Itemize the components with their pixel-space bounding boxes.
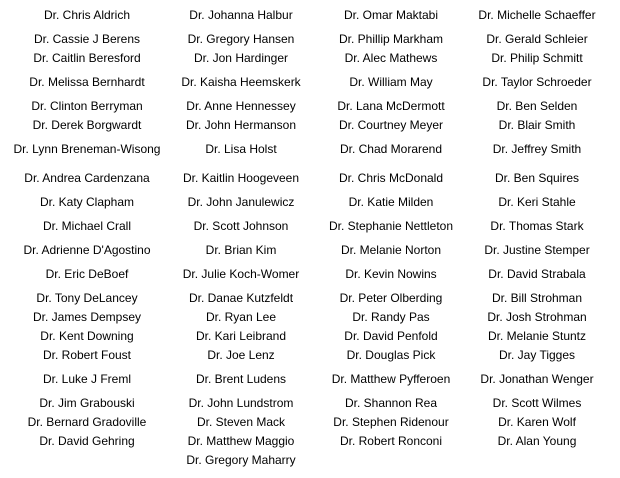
- doctor-name-cell: Dr. Robert Foust: [42, 347, 132, 362]
- doctor-name-cell: Dr. Ryan Lee: [205, 309, 277, 324]
- doctor-name-cell: Dr. Chris Aldrich: [43, 7, 131, 22]
- doctor-name-cell: Dr. Anne Hennessey: [186, 98, 296, 113]
- name-row: [10, 96, 610, 115]
- name-row: [10, 412, 610, 431]
- doctor-name-cell: Dr. Keri Stahle: [498, 194, 576, 209]
- doctor-name-cell: Dr. Jeffrey Smith: [492, 141, 582, 156]
- doctor-name-cell: Dr. Ben Selden: [496, 98, 578, 113]
- doctor-name-cell: Dr. Alec Mathews: [344, 50, 438, 65]
- doctor-name-cell: Dr. Clinton Berryman: [31, 98, 143, 113]
- doctor-name-cell: Dr. Brian Kim: [205, 242, 277, 257]
- doctor-name-cell: Dr. Stephanie Nettleton: [328, 218, 454, 233]
- doctor-name-cell: [464, 450, 610, 469]
- doctor-name-cell: Dr. Chris McDonald: [338, 170, 444, 185]
- doctor-name-cell: Dr. Karen Wolf: [498, 414, 576, 429]
- name-row: [10, 431, 610, 450]
- doctor-name-cell: Dr. John Janulewicz: [187, 194, 295, 209]
- doctor-name-cell: Dr. Eric DeBoef: [45, 266, 129, 281]
- doctor-name-cell: Dr. Gregory Maharry: [186, 452, 296, 467]
- doctor-name-cell: Dr. Matthew Pyfferoen: [331, 371, 451, 386]
- name-row: [10, 364, 610, 393]
- name-row: [10, 211, 610, 240]
- doctor-name-cell: Dr. Jim Grabouski: [39, 395, 135, 410]
- doctor-name-cell: Dr. Phillip Markham: [338, 31, 444, 46]
- doctor-name-cell: Dr. Lisa Holst: [205, 141, 277, 156]
- doctor-name-cell: Dr. Adrienne D'Agostino: [23, 242, 151, 257]
- doctor-name-cell: Dr. John Hermanson: [185, 117, 297, 132]
- doctor-name-cell: Dr. Andrea Cardenzana: [24, 170, 150, 185]
- doctor-name-cell: Dr. Jon Hardinger: [193, 50, 289, 65]
- name-row: [10, 288, 610, 307]
- doctor-name-cell: Dr. Courtney Meyer: [338, 117, 444, 132]
- doctor-name-cell: Dr. Justine Stemper: [484, 242, 590, 257]
- name-row: [10, 67, 610, 96]
- doctor-name-cell: Dr. Julie Koch-Womer: [182, 266, 300, 281]
- name-row: [10, 163, 610, 192]
- doctor-name-cell: Dr. Derek Borgwardt: [32, 117, 142, 132]
- doctor-name-cell: Dr. Scott Wilmes: [492, 395, 582, 410]
- doctor-name-cell: Dr. Jay Tigges: [498, 347, 576, 362]
- doctor-name-cell: Dr. Omar Maktabi: [343, 7, 439, 22]
- doctor-name-cell: Dr. Lana McDermott: [337, 98, 445, 113]
- name-row: [10, 134, 610, 163]
- doctor-name-cell: Dr. David Strabala: [488, 266, 586, 281]
- name-row: [10, 259, 610, 288]
- doctor-name-cell: Dr. Scott Johnson: [193, 218, 289, 233]
- doctor-name-cell: Dr. Thomas Stark: [490, 218, 584, 233]
- doctor-name-cell: Dr. Philip Schmitt: [491, 50, 583, 65]
- name-row: [10, 115, 610, 134]
- doctor-name-cell: Dr. Melissa Bernhardt: [29, 74, 145, 89]
- name-row: [10, 393, 610, 412]
- doctor-name-cell: Dr. Josh Strohman: [487, 309, 587, 324]
- name-row: [10, 240, 610, 259]
- doctor-name-cell: Dr. Chad Morarend: [339, 141, 443, 156]
- doctor-name-cell: Dr. James Dempsey: [32, 309, 142, 324]
- doctor-name-cell: Dr. Gerald Schleier: [486, 31, 588, 46]
- doctor-name-cell: Dr. Kevin Nowins: [345, 266, 437, 281]
- doctor-name-cell: Dr. Cassie J Berens: [33, 31, 141, 46]
- doctor-name-cell: Dr. Kaitlin Hoogeveen: [182, 170, 300, 185]
- name-row: [10, 48, 610, 67]
- doctor-name-cell: Dr. Peter Olberding: [339, 290, 443, 305]
- doctor-name-cell: Dr. Luke J Freml: [42, 371, 132, 386]
- doctor-name-cell: Dr. Ben Squires: [494, 170, 580, 185]
- name-row: [10, 345, 610, 364]
- name-row: [10, 326, 610, 345]
- doctor-name-cell: Dr. Joe Lenz: [207, 347, 275, 362]
- doctor-name-cell: Dr. John Lundstrom: [188, 395, 294, 410]
- doctor-name-cell: Dr. Blair Smith: [498, 117, 576, 132]
- doctor-name-cell: Dr. Shannon Rea: [344, 395, 438, 410]
- doctor-name-cell: Dr. Michelle Schaeffer: [478, 7, 596, 22]
- name-row: [10, 192, 610, 211]
- doctor-name-cell: Dr. Melanie Stuntz: [487, 328, 587, 343]
- doctor-name-cell: Dr. Tony DeLancey: [36, 290, 138, 305]
- doctor-name-cell: Dr. Michael Crall: [42, 218, 132, 233]
- doctor-name-cell: Dr. Lynn Breneman-Wisong: [13, 141, 161, 156]
- doctor-name-cell: Dr. Randy Pas: [352, 309, 430, 324]
- name-row: [10, 0, 610, 29]
- doctor-name-cell: Dr. Kaisha Heemskerk: [181, 74, 301, 89]
- name-row: [10, 29, 610, 48]
- doctor-name-cell: Dr. Caitlin Beresford: [33, 50, 141, 65]
- doctor-name-cell: [10, 450, 164, 469]
- doctor-name-table-body: [10, 0, 610, 469]
- doctor-name-cell: Dr. Melanie Norton: [340, 242, 442, 257]
- doctor-name-cell: Dr. Gregory Hansen: [187, 31, 295, 46]
- name-row: [10, 307, 610, 326]
- doctor-name-cell: Dr. David Gehring: [39, 433, 135, 448]
- doctor-name-cell: Dr. Kari Leibrand: [195, 328, 287, 343]
- doctor-name-cell: Dr. William May: [349, 74, 433, 89]
- doctor-name-cell: Dr. Douglas Pick: [346, 347, 436, 362]
- doctor-name-cell: Dr. Alan Young: [497, 433, 577, 448]
- doctor-name-cell: Dr. Taylor Schroeder: [482, 74, 592, 89]
- doctor-name-cell: Dr. Stephen Ridenour: [333, 414, 449, 429]
- doctor-name-cell: Dr. Steven Mack: [196, 414, 286, 429]
- doctor-name-cell: Dr. Bernard Gradoville: [27, 414, 147, 429]
- doctor-name-cell: Dr. Katie Milden: [348, 194, 434, 209]
- doctor-name-table: [10, 0, 610, 469]
- doctor-name-cell: Dr. Jonathan Wenger: [480, 371, 594, 386]
- doctor-name-cell: Dr. Danae Kutzfeldt: [188, 290, 294, 305]
- doctor-name-cell: Dr. Brent Ludens: [195, 371, 287, 386]
- doctor-name-cell: Dr. Johanna Halbur: [189, 7, 293, 22]
- name-row: [10, 450, 610, 469]
- doctor-name-cell: Dr. Robert Ronconi: [339, 433, 443, 448]
- doctor-name-cell: Dr. Matthew Maggio: [187, 433, 295, 448]
- doctor-name-cell: [318, 450, 464, 469]
- doctor-name-cell: Dr. Kent Downing: [40, 328, 134, 343]
- doctor-name-cell: Dr. David Penfold: [344, 328, 438, 343]
- doctor-name-cell: Dr. Katy Clapham: [39, 194, 135, 209]
- doctor-name-cell: Dr. Bill Strohman: [491, 290, 583, 305]
